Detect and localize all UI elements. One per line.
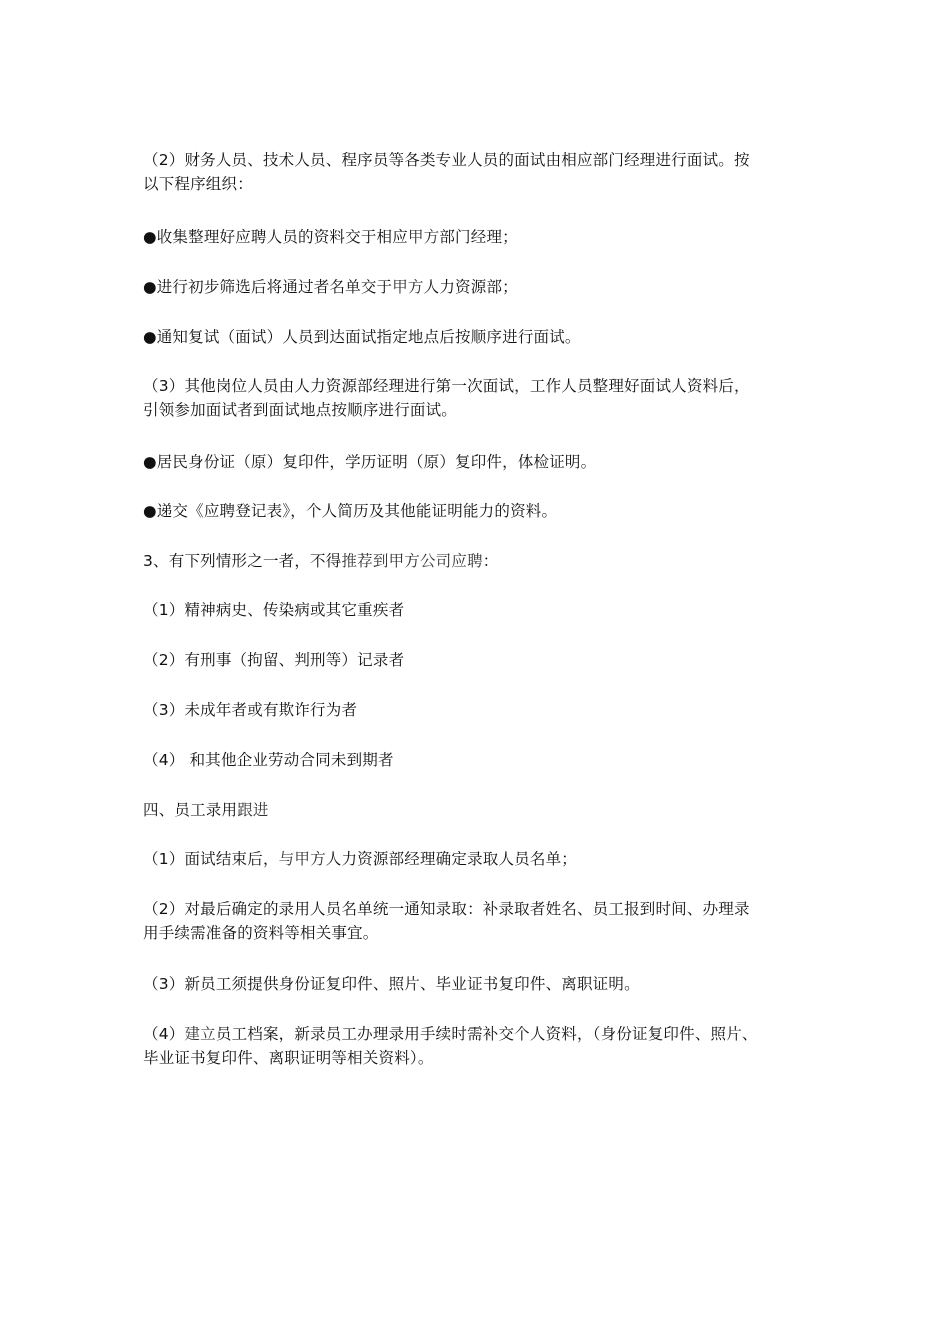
text-line xyxy=(143,450,823,474)
text-line xyxy=(143,921,823,945)
paragraph xyxy=(143,698,823,722)
text-run-serif: 推荐到甲方公司应聘 xyxy=(341,552,483,570)
text-line xyxy=(143,598,823,622)
text-line xyxy=(143,172,823,196)
paragraph xyxy=(143,325,823,349)
paragraph xyxy=(143,549,823,573)
text-run: （3）新员工须提供身份证复印件、照片、毕业证书复印件、离职证明。 xyxy=(143,975,640,993)
text-run: （2）有刑事（拘留、判刑等）记录者 xyxy=(143,651,405,669)
text-line xyxy=(143,325,823,349)
paragraph xyxy=(143,225,823,249)
text-run: （4） 和其他企业劳动合同未到期者 xyxy=(143,751,394,769)
paragraph xyxy=(143,1022,823,1070)
paragraph xyxy=(143,374,823,422)
text-run: ●收集整理好应聘人员的资料交于相应 xyxy=(143,228,408,246)
text-line xyxy=(143,275,823,299)
section-heading xyxy=(143,798,823,822)
paragraph xyxy=(143,897,823,945)
text-run: （3）其他岗位人员由人力资源部经理进行第一次面试，工作人员整理好面试人资料后， xyxy=(143,377,750,395)
text-line xyxy=(143,698,823,722)
text-line xyxy=(143,847,823,871)
text-run: （3）未成年者或有欺诈行为者 xyxy=(143,701,358,719)
text-run: ●递交《应聘登记表》，个人简历及其他能证明能力的资料。 xyxy=(143,502,558,520)
text-run-serif: 甲方 xyxy=(407,228,440,246)
text-run: 四、员工录用 xyxy=(143,801,238,819)
text-run: ●通知复试（面试）人员到达面试指定地点后按顺序进行面试。 xyxy=(143,328,581,346)
text-line xyxy=(143,225,823,249)
text-run: （4） xyxy=(143,1025,185,1043)
text-run: 人力资源部； xyxy=(423,278,518,296)
text-line xyxy=(143,798,823,822)
text-run: （2）对最后确定的录用人员名单统一通知录取：补录取者姓名、员工报到时间、办理录 xyxy=(143,900,750,918)
text-run-serif: 跟进 xyxy=(237,801,269,819)
text-run: ●居民身份证（原）复印件，学历证明（原）复印件，体检证明。 xyxy=(143,453,597,471)
paragraph xyxy=(143,148,823,196)
text-run-serif: 建立 xyxy=(184,1025,216,1043)
text-run: 毕业证书复印件、离职证明等相关资料）。 xyxy=(143,1049,434,1067)
text-run: 用手续需准备的资料等相关事宜。 xyxy=(143,924,379,942)
text-run: 引领参加面试者到面试地点按顺序进行面试。 xyxy=(143,401,458,419)
text-line xyxy=(143,897,823,921)
paragraph xyxy=(143,598,823,622)
paragraph xyxy=(143,847,823,871)
paragraph xyxy=(143,275,823,299)
text-run: （1）精神病史、传染病或其它重疾者 xyxy=(143,601,405,619)
text-run-serif: 与甲方 xyxy=(278,850,326,868)
text-line xyxy=(143,748,823,772)
text-line xyxy=(143,549,823,573)
text-run: 人力资源部经理确定录取人员名单； xyxy=(325,850,577,868)
text-run: 以下程序组织： xyxy=(143,175,253,193)
text-run: （1）面试结束后， xyxy=(143,850,279,868)
text-line xyxy=(143,1046,823,1070)
text-run: ●进行初步筛选后将通过者名单交于 xyxy=(143,278,393,296)
paragraph xyxy=(143,748,823,772)
text-run: 部门经理； xyxy=(439,228,518,246)
paragraph xyxy=(143,499,823,523)
text-line xyxy=(143,1022,823,1046)
text-line xyxy=(143,972,823,996)
text-run: 3、有下列情形之一者，不得 xyxy=(143,552,342,570)
text-run: ： xyxy=(482,552,499,570)
text-line xyxy=(143,398,823,422)
paragraph xyxy=(143,450,823,474)
text-run: （2）财务人员、技术人员、程序员等各类专业人员的面试由相应部门经理进行面试。按 xyxy=(143,151,750,169)
text-line xyxy=(143,148,823,172)
paragraph xyxy=(143,648,823,672)
text-line xyxy=(143,648,823,672)
text-line xyxy=(143,374,823,398)
text-run-serif: 甲方 xyxy=(392,278,424,296)
paragraph xyxy=(143,972,823,996)
text-run: 员工档案，新录员工办理录用手续时需补交个人资料，（身份证复印件、照片、 xyxy=(215,1025,758,1043)
text-line xyxy=(143,499,823,523)
